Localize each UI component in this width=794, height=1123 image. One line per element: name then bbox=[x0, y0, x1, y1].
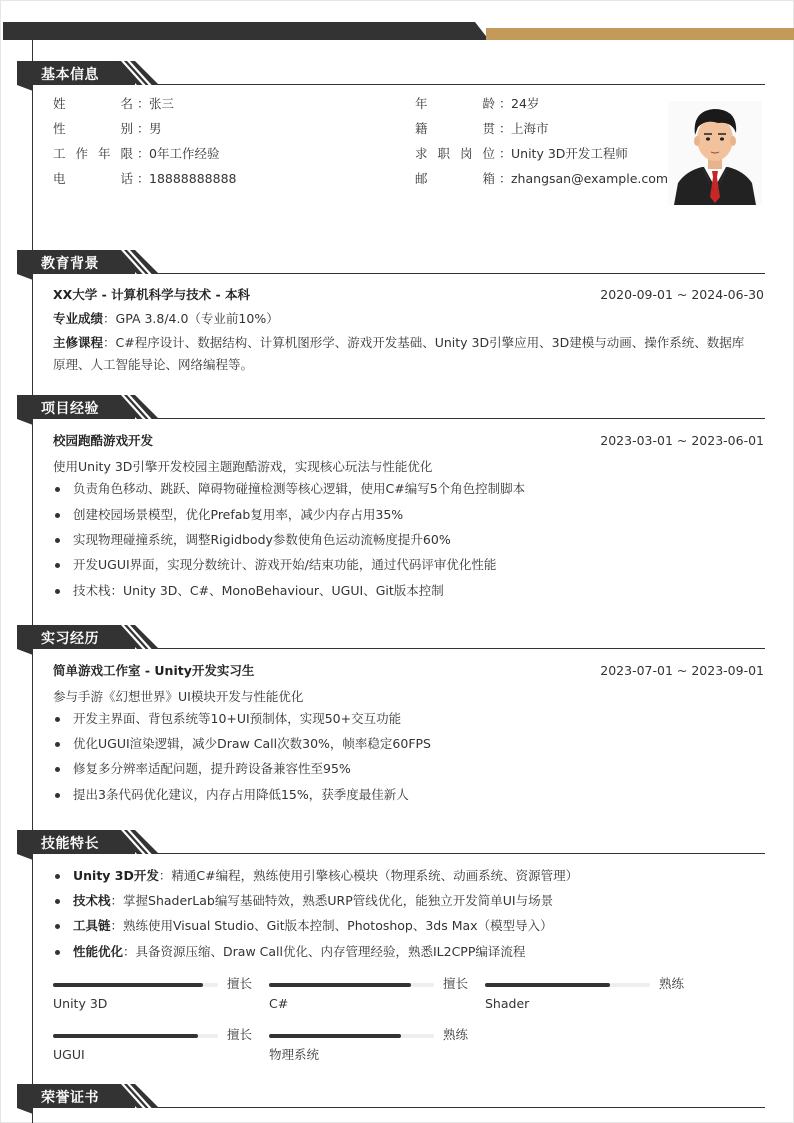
section-header-internship bbox=[17, 625, 765, 655]
info-row-hometown: 籍贯 ：上海市 bbox=[415, 121, 549, 136]
education-courses-line2: 原理、人工智能导论、网络编程等。 bbox=[53, 357, 254, 372]
bullet-dot-icon bbox=[55, 487, 60, 492]
section-title: 教育背景 bbox=[41, 256, 99, 272]
info-row-experience-years: 工作年限 ：0年工作经验 bbox=[53, 146, 220, 161]
education-courses-line1: 主修课程：C#程序设计、数据结构、计算机图形学、游戏开发基础、Unity 3D引擎应用、3D建模与动画、操作系统、数据库 bbox=[53, 335, 745, 350]
section-title: 基本信息 bbox=[41, 67, 99, 83]
skill-bar-ugui: 擅长 UGUI bbox=[53, 1027, 253, 1062]
internship-bullet: 修复多分辨率适配问题，提升跨设备兼容性至95% bbox=[53, 759, 764, 779]
section-header-skills bbox=[17, 830, 765, 860]
bullet-dot-icon bbox=[55, 513, 60, 518]
email-link[interactable]: zhangsan@example.com bbox=[511, 171, 669, 186]
skill-progress-fill bbox=[269, 1034, 401, 1038]
project-bullet: 实现物理碰撞系统，调整Rigidbody参数使角色运动流畅度提升60% bbox=[53, 530, 764, 550]
project-date: 2023-03-01 ~ 2023-06-01 bbox=[600, 433, 764, 448]
skill-bar-csharp: 擅长 C# bbox=[269, 976, 469, 1011]
bullet-dot-icon bbox=[55, 589, 60, 594]
info-row-gender: 性别 ：男 bbox=[53, 121, 162, 136]
bullet-dot-icon bbox=[55, 874, 60, 879]
bullet-dot-icon bbox=[55, 742, 60, 747]
education-gpa: 专业成绩：GPA 3.8/4.0（专业前10%） bbox=[53, 311, 279, 326]
info-row-age: 年龄 ：24岁 bbox=[415, 96, 540, 111]
education-entry-header bbox=[53, 285, 764, 305]
bullet-dot-icon bbox=[55, 793, 60, 798]
section-header-basic-info bbox=[17, 61, 765, 91]
internship-bullet: 提出3条代码优化建议，内存占用降低15%，获季度最佳新人 bbox=[53, 785, 764, 805]
skill-progress-fill bbox=[269, 983, 411, 987]
skill-progress-fill bbox=[53, 1034, 198, 1038]
skill-bar-unity3d: 擅长 Unity 3D bbox=[53, 976, 253, 1011]
info-row-target-position: 求职岗位 ：Unity 3D开发工程师 bbox=[415, 146, 628, 161]
education-school-major-degree: XX大学 - 计算机科学与技术 - 本科 bbox=[53, 287, 251, 302]
internship-date: 2023-07-01 ~ 2023-09-01 bbox=[600, 663, 764, 678]
info-row-name: 姓名 ：张三 bbox=[53, 96, 175, 111]
bullet-dot-icon bbox=[55, 899, 60, 904]
bullet-dot-icon bbox=[55, 950, 60, 955]
skill-progress-track bbox=[53, 1034, 218, 1038]
section-title: 技能特长 bbox=[41, 836, 99, 852]
skill-bullet: 性能优化：具备资源压缩、Draw Call优化、内存管理经验，熟悉IL2CPP编译流程 bbox=[53, 942, 764, 962]
internship-company-role: 简单游戏工作室 - Unity开发实习生 bbox=[53, 663, 255, 678]
skill-progress-track bbox=[485, 983, 650, 987]
skill-progress-track bbox=[269, 1034, 434, 1038]
bullet-dot-icon bbox=[55, 767, 60, 772]
skill-progress-track bbox=[53, 983, 218, 987]
info-row-email: 邮箱 ：zhangsan@example.com bbox=[415, 171, 669, 186]
internship-bullet: 开发主界面、背包系统等10+UI预制体，实现50+交互功能 bbox=[53, 709, 764, 729]
section-title: 实习经历 bbox=[41, 631, 99, 647]
project-bullet: 负责角色移动、跳跃、障碍物碰撞检测等核心逻辑，使用C#编写5个角色控制脚本 bbox=[53, 479, 764, 499]
education-date: 2020-09-01 ~ 2024-06-30 bbox=[600, 287, 764, 302]
section-header-honors bbox=[17, 1084, 765, 1114]
project-entry-header bbox=[53, 431, 764, 451]
skill-progress-fill bbox=[485, 983, 610, 987]
info-row-phone: 电话 ：18888888888 bbox=[53, 171, 237, 186]
project-bullet: 创建校园场景模型，优化Prefab复用率，减少内存占用35% bbox=[53, 505, 764, 525]
section-title: 项目经验 bbox=[41, 401, 99, 417]
project-summary: 使用Unity 3D引擎开发校园主题跑酷游戏，实现核心玩法与性能优化 bbox=[53, 459, 433, 474]
bullet-dot-icon bbox=[55, 563, 60, 568]
internship-bullet: 优化UGUI渲染逻辑，减少Draw Call次数30%，帧率稳定60FPS bbox=[53, 734, 764, 754]
left-vertical-rule bbox=[32, 40, 33, 1123]
project-bullet: 开发UGUI界面，实现分数统计、游戏开始/结束功能，通过代码评审优化性能 bbox=[53, 555, 764, 575]
top-banner-dark bbox=[3, 22, 489, 40]
project-bullet: 技术栈：Unity 3D、C#、MonoBehaviour、UGUI、Git版本控制 bbox=[53, 581, 764, 601]
skill-bar-physics: 熟练 物理系统 bbox=[269, 1027, 469, 1062]
bullet-dot-icon bbox=[55, 924, 60, 929]
skill-bullet: 工具链：熟练使用Visual Studio、Git版本控制、Photoshop、3ds Max（模型导入） bbox=[53, 916, 764, 936]
internship-summary: 参与手游《幻想世界》UI模块开发与性能优化 bbox=[53, 689, 304, 704]
section-header-education bbox=[17, 250, 765, 280]
project-title: 校园跑酷游戏开发 bbox=[53, 433, 154, 448]
section-header-projects bbox=[17, 395, 765, 425]
section-title: 荣誉证书 bbox=[41, 1090, 99, 1106]
internship-entry-header bbox=[53, 661, 764, 681]
skill-bar-shader: 熟练 Shader bbox=[485, 976, 685, 1011]
skill-bullet: Unity 3D开发：精通C#编程，熟练使用引擎核心模块（物理系统、动画系统、资源管理） bbox=[53, 866, 764, 886]
skill-progress-fill bbox=[53, 983, 203, 987]
skill-progress-track bbox=[269, 983, 434, 987]
bullet-dot-icon bbox=[55, 538, 60, 543]
bullet-dot-icon bbox=[55, 717, 60, 722]
avatar-photo-icon bbox=[668, 101, 762, 205]
top-banner-gold bbox=[486, 28, 794, 40]
skill-bullet: 技术栈：掌握ShaderLab编写基础特效，熟悉URP管线优化，能独立开发简单UI与场景 bbox=[53, 891, 764, 911]
